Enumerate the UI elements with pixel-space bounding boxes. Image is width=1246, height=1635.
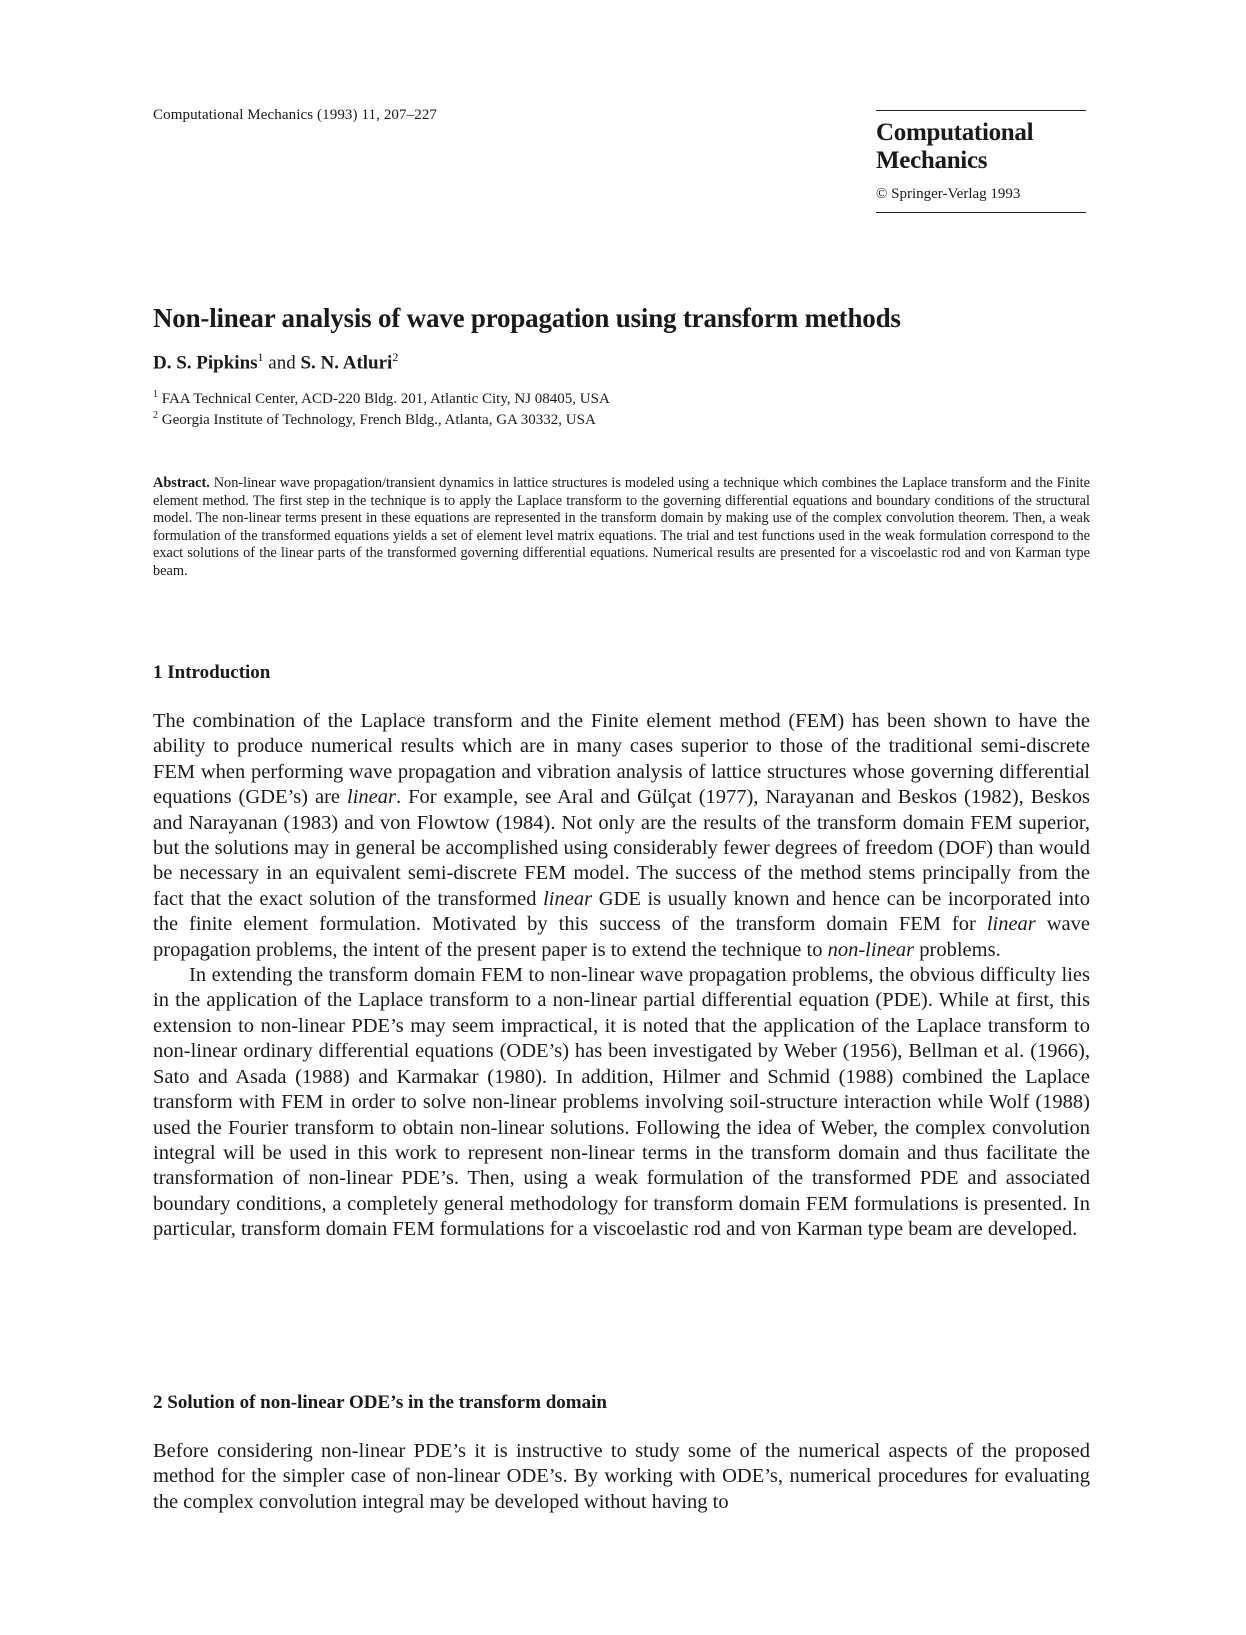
section-heading-introduction: 1 Introduction [153,662,271,683]
author-2-affiliation-mark: 2 [392,350,399,364]
author-1: D. S. Pipkins [153,352,258,374]
journal-name-line1: Computational [876,119,1034,146]
text-run: problems. [914,938,1001,961]
abstract-text: Non-linear wave propagation/transient dynamics in lattice structures is modeled using a technique which combines the Laplace transform and the Finite element method. The first step in the technique is to apply the Laplace transform to the governing differential equations and boundary conditions of the structural model. The non-linear terms present in these equations are represented in the transform domain by making use of the complex convolution theorem. Then, a weak formulation of the transformed equations yields a set of element level matrix equations. The trial and test functions used in the weak formulation correspond to the exact solutions of the linear parts of the transformed governing differential equations. Numerical results are presented for a viscoelastic rod and von Karman type beam. [153,475,1090,579]
affiliation-2 [153,410,596,429]
section-heading-2: 2 Solution of non-linear ODE’s in the transform domain [153,1392,607,1413]
author-2: S. N. Atluri [300,352,393,374]
paper-title: Non-linear analysis of wave propagation using transform methods [153,303,901,333]
abstract [153,475,1090,581]
author-line [153,350,398,374]
text-run: The combination of the Laplace transform and the Finite element method (FEM) has been shown to have the ability to produce numerical results which are in many cases superior to those of the traditional semi-discrete FEM when performing wave propagation and vibration analysis of lattice structures whose governing differential equations (GDE’s) are [153,710,1090,809]
affiliation-2-mark: 2 [153,410,158,421]
text-run: GDE is usually known and hence can be incorporated into the finite element formulation. Motivated by this success of the transform domain FEM for [153,887,1090,936]
affiliation-1 [153,389,610,408]
journal-citation: Computational Mechanics (1993) 11, 207–227 [153,107,438,123]
journal-masthead [876,110,1086,213]
affiliation-1-mark: 1 [153,389,158,400]
introduction-body [153,709,1090,1243]
section-2-body [153,1439,1090,1515]
affiliation-1-text: FAA Technical Center, ACD-220 Bldg. 201, Atlantic City, NJ 08405, USA [158,391,610,407]
text-run: wave propagation problems, the intent of the present paper is to extend the technique to [153,913,1090,961]
emphasis: linear [986,913,1036,936]
introduction-paragraph-1 [153,709,1090,963]
section-2-paragraph-1: Before considering non-linear PDE’s it is instructive to study some of the numerical aspects of the proposed method for the simpler case of non-linear ODE’s. By working with ODE’s, numerical procedures for evaluating the complex convolution integral may be developed without having to [153,1440,1090,1513]
emphasis: non-linear [827,938,915,961]
emphasis: linear [543,887,593,910]
journal-name-line2: Mechanics [876,147,988,174]
abstract-label: Abstract. [153,475,210,491]
copyright-notice: © Springer-Verlag 1993 [876,186,1021,202]
emphasis: linear [347,786,396,809]
author-1-affiliation-mark: 1 [257,350,264,364]
author-separator: and [263,352,301,374]
text-run: . For example, see Aral and Gülçat (1977), Narayanan and Beskos (1982), Beskos and Narayanan (1983) and von Flowtow (1984). Not only are the results of the transform domain FEM superior, but the solutions may in general be accomplished using considerably fewer degrees of freedom (DOF) than would be necessary in an equivalent semi-discrete FEM model. The success of the method stems principally from the fact that the exact solution of the transformed [153,786,1090,910]
affiliation-2-text: Georgia Institute of Technology, French Bldg., Atlanta, GA 30332, USA [158,412,596,428]
introduction-paragraph-2: In extending the transform domain FEM to non-linear wave propagation problems, the obvious difficulty lies in the application of the Laplace transform to a non-linear partial differential equation (PDE). While at first, this extension to non-linear PDE’s may seem impractical, it is noted that the application of the Laplace transform to non-linear ordinary differential equations (ODE’s) has been investigated by Weber (1956), Bellman et al. (1966), Sato and Asada (1988) and Karmakar (1980). In addition, Hilmer and Schmid (1988) combined the Laplace transform with FEM in order to solve non-linear problems involving soil-structure interaction while Wolf (1988) used the Fourier transform to obtain non-linear solutions. Following the idea of Weber, the complex convolution integral will be used in this work to represent non-linear terms in the transform domain and thus facilitate the transformation of non-linear PDE’s. Then, using a weak formulation of the transformed PDE and associated boundary conditions, a completely general methodology for transform domain FEM formulations is presented. In particular, transform domain FEM formulations for a viscoelastic rod and von Karman type beam are developed. [153,964,1090,1241]
